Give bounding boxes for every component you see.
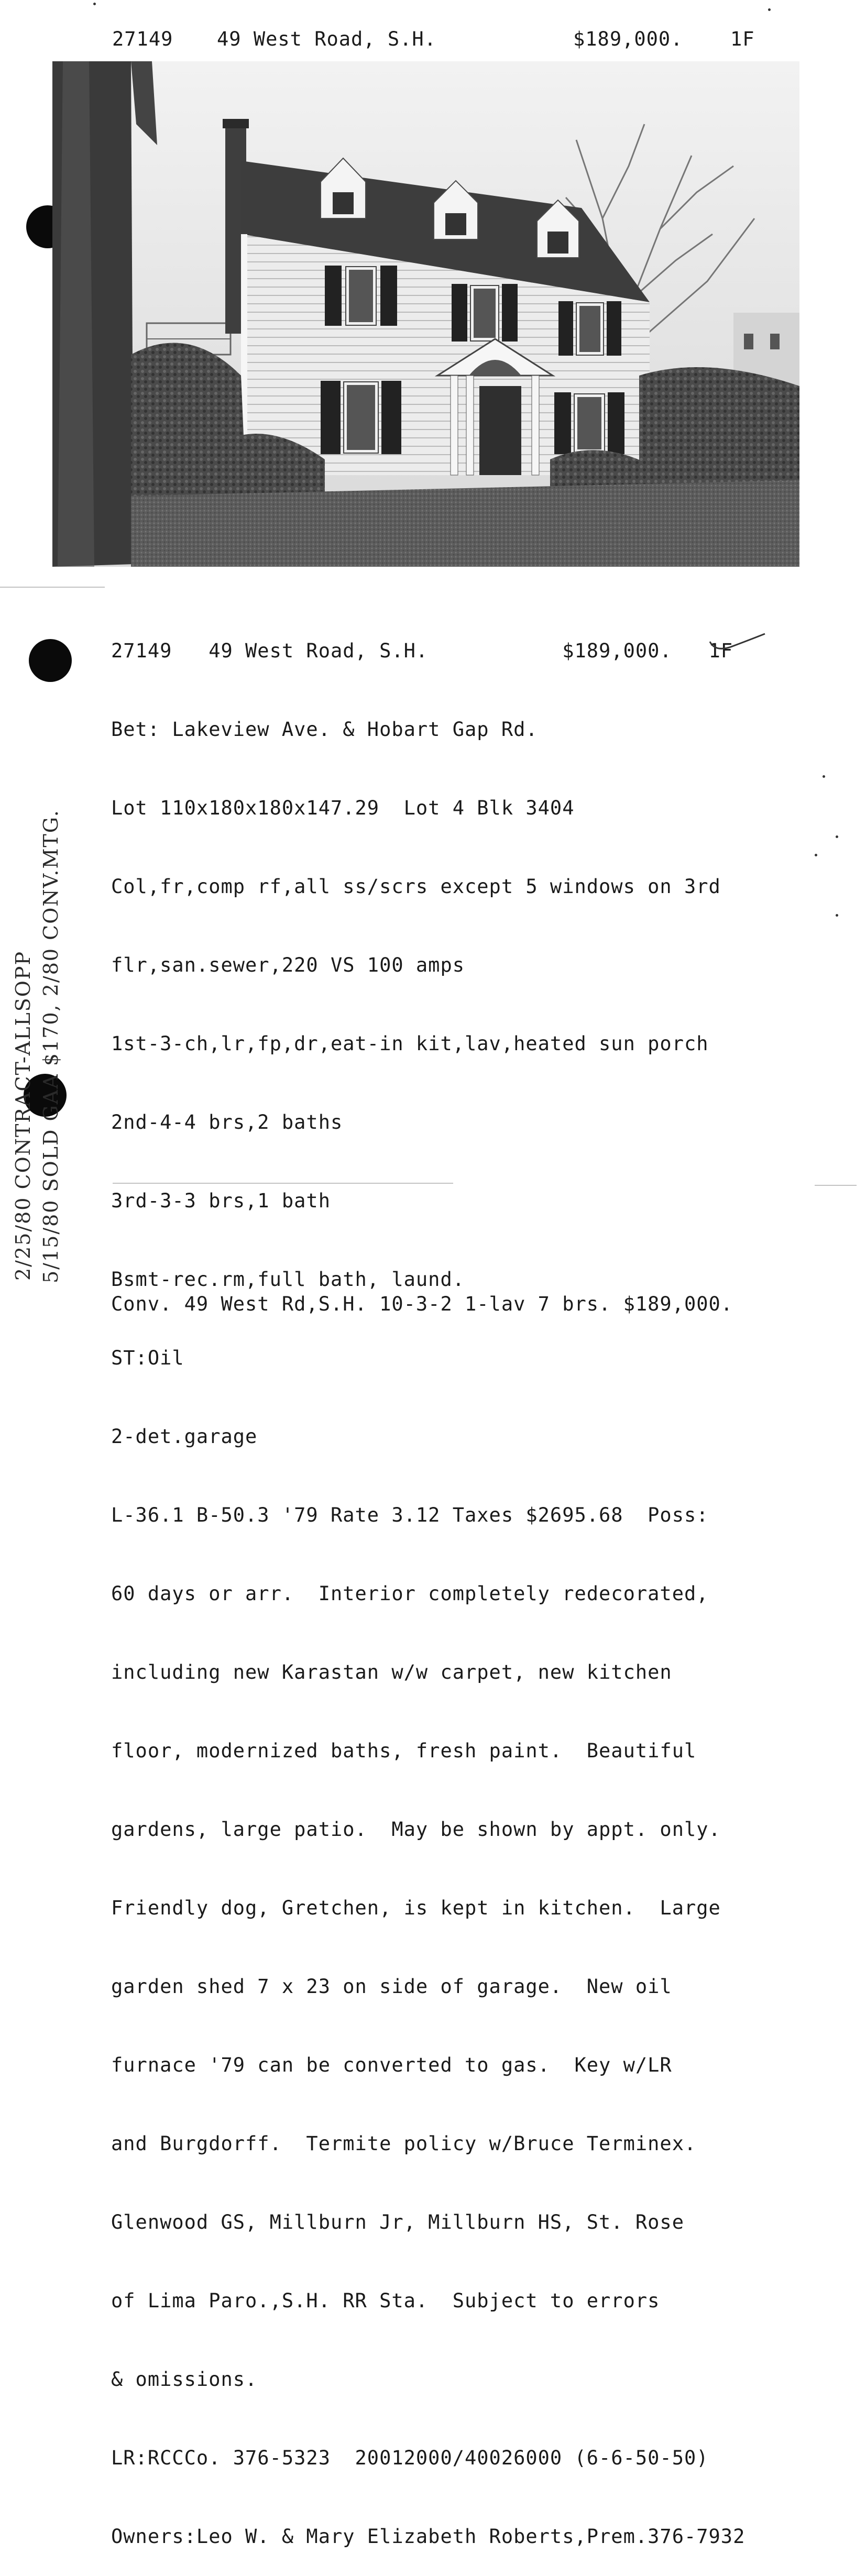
detail-line-garage: 2-det.garage bbox=[111, 1425, 258, 1448]
check-mark-icon bbox=[705, 631, 768, 657]
detail-line-basement: Bsmt-rec.rm,full bath, laund. bbox=[111, 1268, 465, 1291]
remarks-line: including new Karastan w/w carpet, new kitchen bbox=[111, 1661, 672, 1683]
scan-speck bbox=[836, 835, 838, 838]
listing-address: 49 West Road, S.H. bbox=[217, 28, 436, 50]
house-photo bbox=[52, 61, 799, 567]
detail-line-first-floor: 1st-3-ch,lr,fp,dr,eat-in kit,lav,heated sun porch bbox=[111, 1032, 709, 1055]
summary-line: Conv. 49 West Rd,S.H. 10-3-2 1-lav 7 brs. $189,000. bbox=[111, 1293, 733, 1315]
remarks-line: 60 days or arr. Interior completely redecorated, bbox=[111, 1582, 709, 1605]
detail-line-address: 27149 49 West Road, S.H. $189,000. 1F bbox=[111, 640, 733, 662]
right-edge-dash bbox=[815, 1185, 857, 1186]
detail-line-owners: Owners:Leo W. & Mary Elizabeth Roberts,Prem.376-7932 bbox=[111, 2525, 746, 2548]
listing-header bbox=[112, 26, 767, 53]
detail-line-listing-broker: LR:RCCCo. 376-5323 20012000/40026000 (6-6-50-50) bbox=[111, 2447, 709, 2469]
photo-cut-line bbox=[0, 587, 105, 588]
remarks-line: Friendly dog, Gretchen, is kept in kitchen. Large bbox=[111, 1897, 721, 1919]
remarks-line: furnace '79 can be converted to gas. Key w/LR bbox=[111, 2054, 672, 2076]
listing-number: 27149 bbox=[112, 28, 173, 50]
remarks-line: of Lima Paro.,S.H. RR Sta. Subject to errors bbox=[111, 2289, 660, 2312]
omissions-underline bbox=[113, 1183, 453, 1184]
colonial-house-illustration bbox=[52, 61, 799, 567]
detail-line-construction-cont: flr,san.sewer,220 VS 100 amps bbox=[111, 954, 465, 976]
detail-line-heat: ST:Oil bbox=[111, 1347, 184, 1369]
remarks-line: & omissions. bbox=[111, 2368, 258, 2391]
listing-details bbox=[111, 586, 808, 2576]
detail-line-taxes: L-36.1 B-50.3 '79 Rate 3.12 Taxes $2695.68 Poss: bbox=[111, 1504, 709, 1526]
remarks-line: and Burgdorff. Termite policy w/Bruce Terminex. bbox=[111, 2132, 697, 2155]
binder-hole-middle bbox=[29, 639, 72, 682]
margin-note-sold: 5/15/80 SOLD GAA $170, 2/80 CONV.MTG. bbox=[39, 809, 62, 1283]
remarks-line: Glenwood GS, Millburn Jr, Millburn HS, St. Rose bbox=[111, 2211, 684, 2233]
remarks-line: garden shed 7 x 23 on side of garage. New oil bbox=[111, 1975, 672, 1998]
scan-speck bbox=[823, 775, 825, 778]
remarks-line: floor, modernized baths, fresh paint. Beautiful bbox=[111, 1740, 697, 1762]
detail-line-third-floor: 3rd-3-3 brs,1 bath bbox=[111, 1190, 331, 1212]
scan-speck bbox=[815, 854, 817, 856]
detail-line-construction: Col,fr,comp rf,all ss/scrs except 5 windows on 3rd bbox=[111, 875, 721, 898]
listing-code: 1F bbox=[730, 28, 755, 50]
detail-line-between: Bet: Lakeview Ave. & Hobart Gap Rd. bbox=[111, 718, 538, 741]
detail-line-lot: Lot 110x180x180x147.29 Lot 4 Blk 3404 bbox=[111, 797, 575, 819]
scan-speck bbox=[93, 3, 96, 5]
listing-price: $189,000. bbox=[573, 28, 683, 50]
scan-speck bbox=[768, 8, 771, 11]
margin-note-contract: 2/25/80 CONTRACT-ALLSOPP bbox=[12, 950, 35, 1281]
detail-line-second-floor: 2nd-4-4 brs,2 baths bbox=[111, 1111, 343, 1133]
remarks-line: gardens, large patio. May be shown by appt. only. bbox=[111, 1818, 721, 1841]
scan-speck bbox=[836, 914, 838, 917]
